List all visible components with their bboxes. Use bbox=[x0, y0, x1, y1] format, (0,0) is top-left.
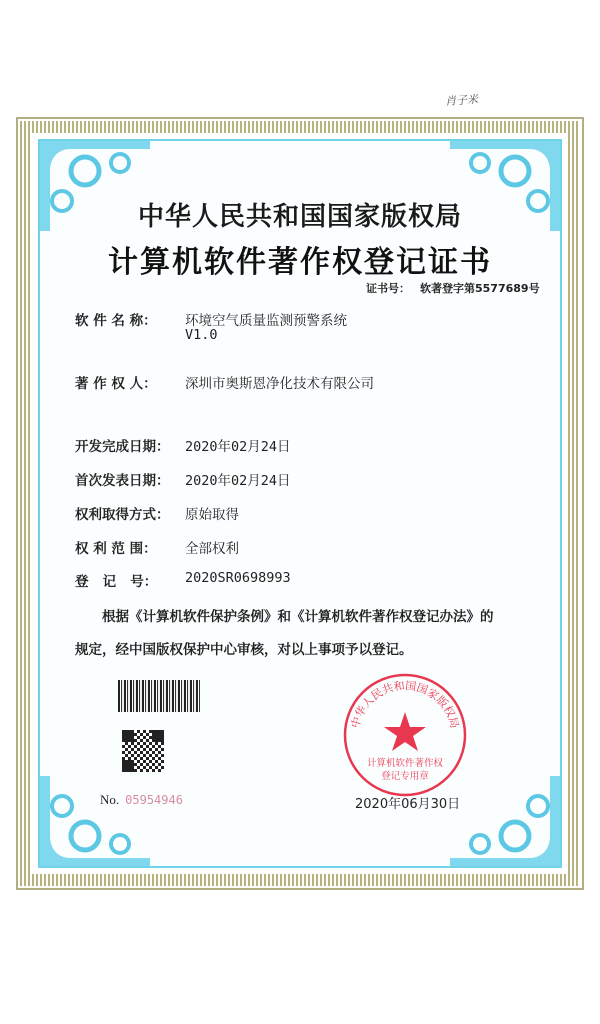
certificate-number-value: 软著登字第5577689号 bbox=[420, 282, 540, 295]
field-label: 权利取得方式： bbox=[75, 507, 170, 523]
seal-ring-text: 中华人民共和国国家版权局 bbox=[348, 679, 462, 730]
statement bbox=[75, 601, 535, 667]
field-value: 深圳市奥斯恩净化技术有限公司 bbox=[185, 376, 374, 392]
official-seal bbox=[342, 672, 468, 798]
field-value: 2020年02月24日 bbox=[185, 473, 291, 489]
field-registration-number bbox=[75, 570, 291, 590]
issuer-title: 中华人民共和国国家版权局 bbox=[137, 202, 462, 232]
field-copyright-owner bbox=[75, 372, 374, 392]
field-completion-date bbox=[75, 435, 291, 455]
field-label: 著 作 权 人： bbox=[75, 376, 157, 392]
field-rights-scope bbox=[75, 537, 239, 557]
serial-label: No. bbox=[100, 792, 120, 807]
serial-number bbox=[100, 792, 183, 808]
field-label: 登 记 号： bbox=[75, 574, 158, 590]
statement-line-2: 规定，经中国版权保护中心审核，对以上事项予以登记。 bbox=[75, 642, 413, 658]
seal-line-1: 计算机软件著作权 bbox=[366, 758, 444, 769]
field-label: 开发完成日期： bbox=[75, 439, 170, 455]
barcode bbox=[118, 680, 200, 712]
certificate-number bbox=[366, 280, 540, 296]
certificate-title: 计算机软件著作权登记证书 bbox=[108, 245, 492, 280]
field-label: 权 利 范 围： bbox=[75, 541, 157, 557]
issue-date: 2020年06月30日 bbox=[355, 797, 461, 812]
statement-line-1: 根据《计算机软件保护条例》和《计算机软件著作权登记办法》的 bbox=[102, 609, 494, 625]
field-value-version: V1.0 bbox=[185, 327, 218, 343]
field-publication-date bbox=[75, 469, 291, 489]
field-value: 2020年02月24日 bbox=[185, 439, 291, 455]
field-value: 全部权利 bbox=[185, 541, 239, 557]
certificate-number-label: 证书号： bbox=[366, 282, 410, 295]
seal-line-2: 登记专用章 bbox=[381, 771, 429, 782]
star-icon bbox=[384, 712, 426, 751]
field-label: 首次发表日期： bbox=[75, 473, 170, 489]
field-value: 环境空气质量监测预警系统 bbox=[185, 313, 347, 329]
field-value: 原始取得 bbox=[185, 507, 239, 523]
field-acquisition-method bbox=[75, 503, 239, 523]
handwritten-note: 肖子米 bbox=[444, 92, 479, 109]
field-label: 软 件 名 称： bbox=[75, 313, 157, 329]
ornament-bottom-left bbox=[40, 776, 150, 866]
serial-value: 05954946 bbox=[125, 793, 183, 807]
field-software-name bbox=[75, 309, 347, 343]
field-value: 2020SR0698993 bbox=[185, 570, 291, 586]
qr-code bbox=[122, 730, 164, 772]
